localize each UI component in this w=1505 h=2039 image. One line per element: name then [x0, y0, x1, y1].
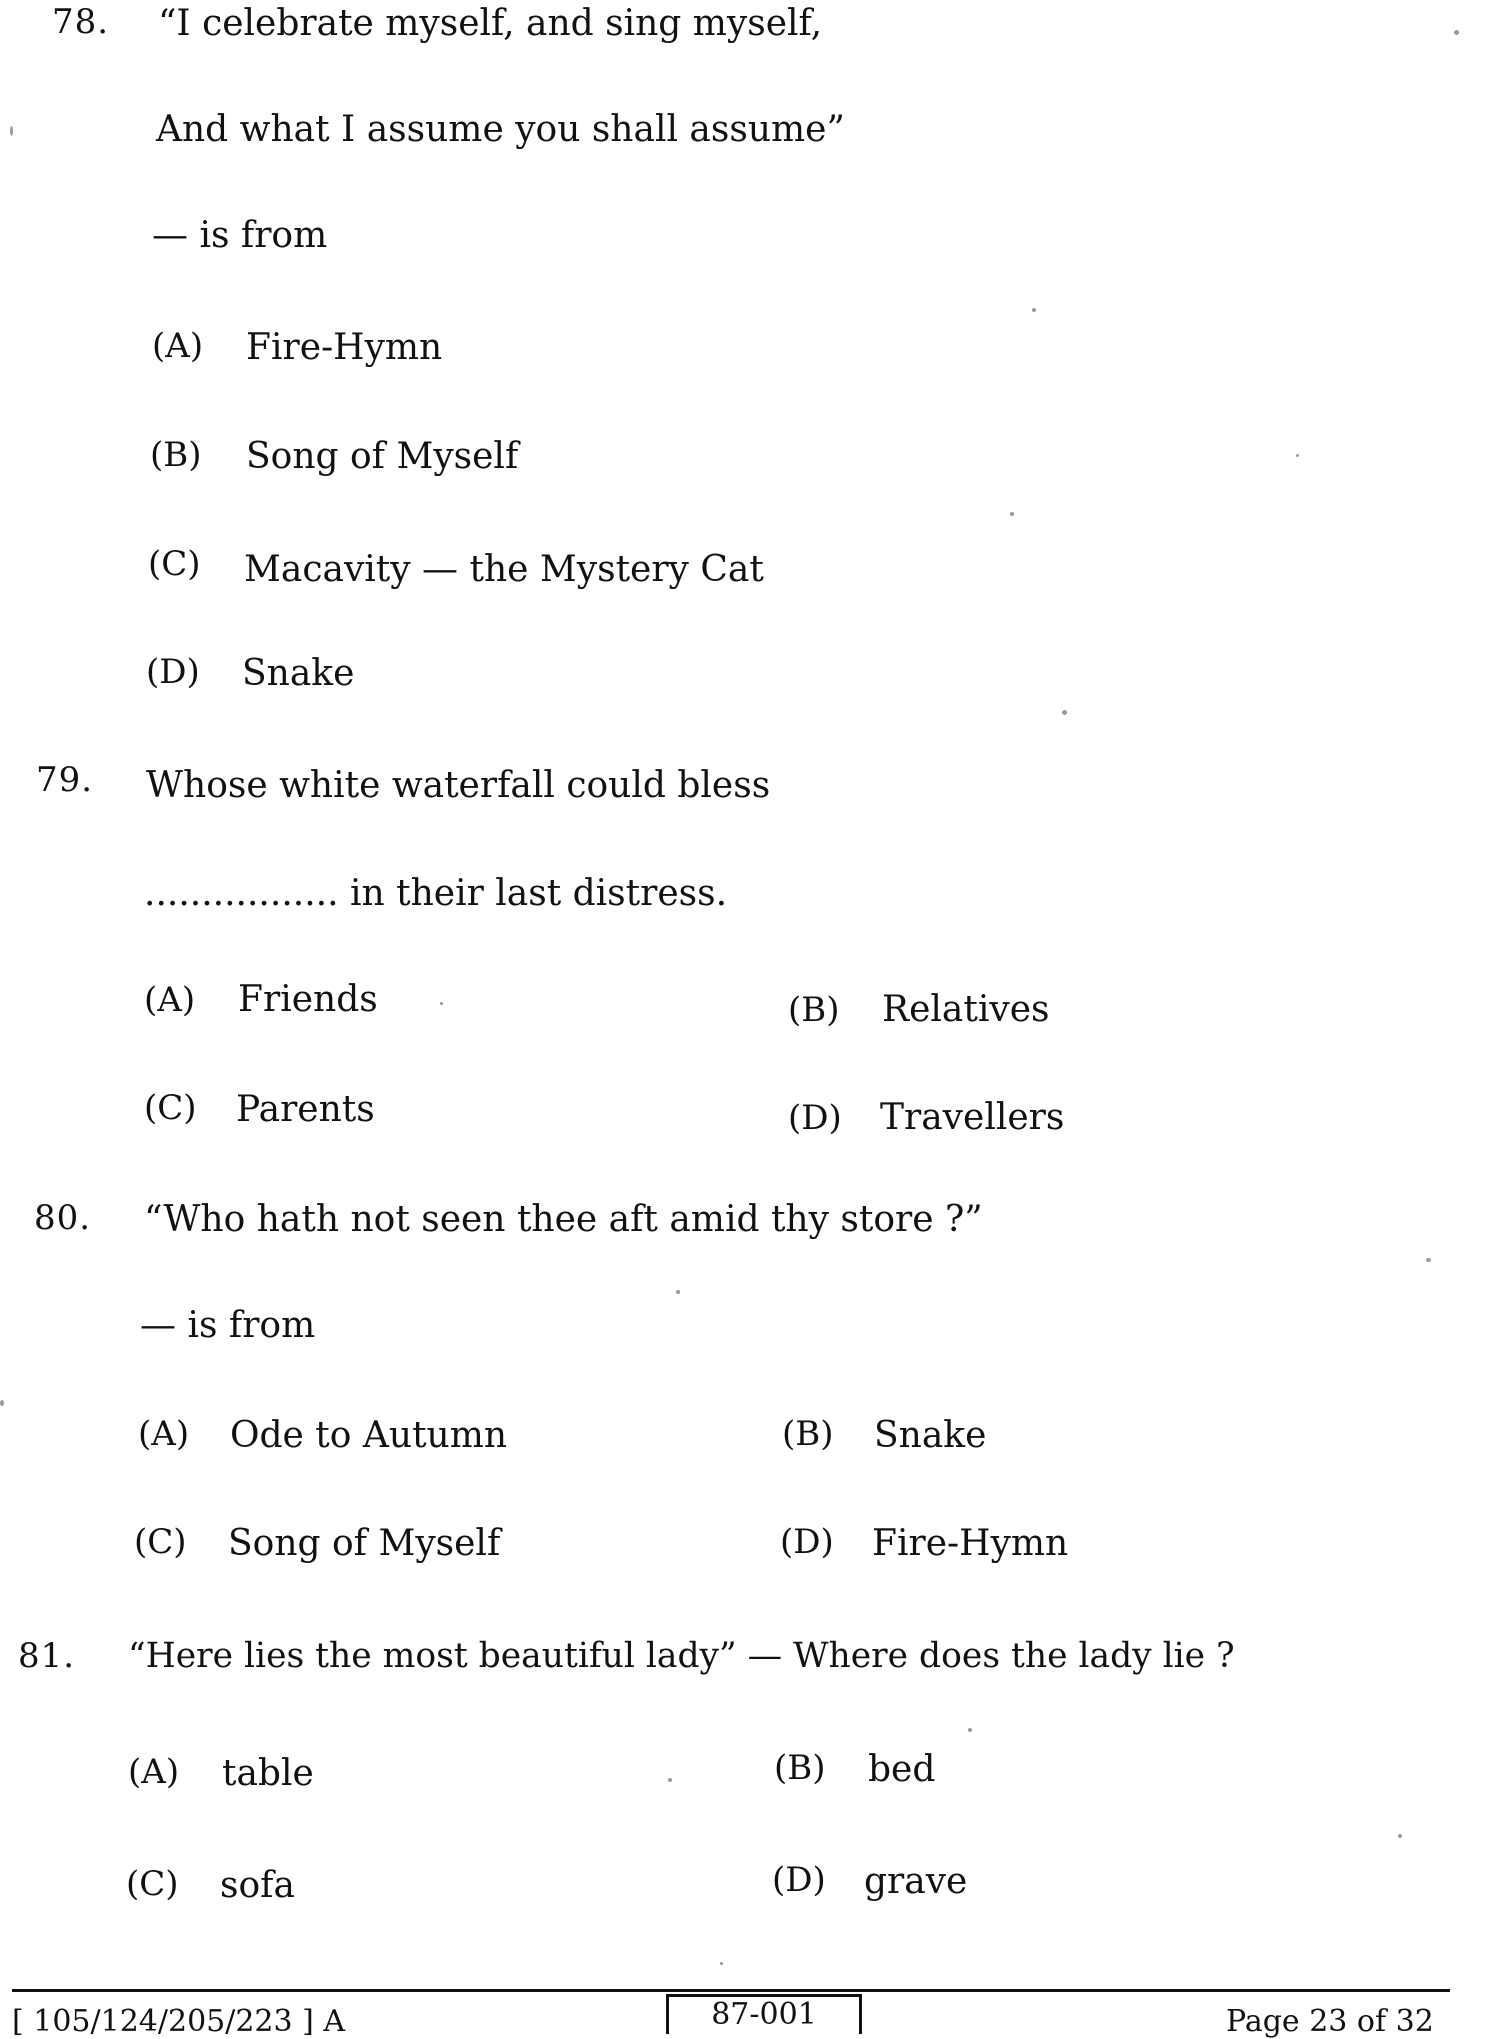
option-text: Friends	[238, 979, 378, 1020]
question-stem-line: Whose white waterfall could bless	[146, 765, 771, 806]
question-number: 79.	[36, 760, 94, 800]
option-text: grave	[864, 1861, 968, 1902]
question-stem-line: “Who hath not seen thee aft amid thy store ?”	[144, 1199, 983, 1240]
option-text: Song of Myself	[246, 436, 519, 477]
option-text: Parents	[236, 1089, 375, 1130]
option-letter: (D)	[788, 1098, 842, 1138]
question-stem-line: — is from	[140, 1305, 316, 1346]
option-letter: (B)	[788, 990, 840, 1030]
question-stem-line: “I celebrate myself, and sing myself,	[158, 3, 823, 44]
option-text: Travellers	[880, 1097, 1065, 1138]
footer-divider	[12, 1989, 1450, 1992]
paper-code: [ 105/124/205/223 ] A	[12, 2004, 346, 2039]
question-stem-line: And what I assume you shall assume”	[156, 109, 845, 150]
option-text: Snake	[242, 653, 355, 694]
option-text: Relatives	[882, 989, 1050, 1030]
option-text: sofa	[220, 1865, 295, 1906]
option-letter: (C)	[126, 1864, 179, 1904]
option-letter: (D)	[146, 652, 200, 692]
booklet-code: 87-001	[711, 1997, 817, 2032]
option-letter: (C)	[134, 1522, 187, 1562]
option-letter: (C)	[144, 1088, 197, 1128]
page-number: Page 23 of 32	[1226, 2004, 1434, 2039]
option-letter: (B)	[150, 435, 202, 475]
option-letter: (A)	[144, 980, 196, 1020]
option-letter: (B)	[774, 1748, 826, 1788]
option-text: Fire-Hymn	[246, 327, 443, 368]
option-letter: (D)	[772, 1860, 826, 1900]
option-letter: (A)	[152, 326, 204, 366]
question-stem-line: “Here lies the most beautiful lady” — Where does the lady lie ?	[128, 1636, 1235, 1676]
booklet-code-box	[666, 1994, 862, 2034]
option-text: bed	[868, 1749, 936, 1790]
option-letter: (A)	[128, 1752, 180, 1792]
option-text: table	[222, 1753, 314, 1794]
question-number: 81.	[18, 1636, 76, 1676]
option-letter: (A)	[138, 1414, 190, 1454]
option-text: Song of Myself	[228, 1523, 501, 1564]
option-letter: (C)	[148, 544, 201, 584]
question-stem-line: — is from	[152, 215, 328, 256]
option-text: Fire-Hymn	[872, 1523, 1069, 1564]
question-number: 78.	[52, 2, 110, 42]
question-number: 80.	[34, 1198, 92, 1238]
option-text: Ode to Autumn	[230, 1415, 508, 1456]
option-text: Macavity — the Mystery Cat	[244, 549, 764, 590]
option-text: Snake	[874, 1415, 987, 1456]
option-letter: (D)	[780, 1522, 834, 1562]
option-letter: (B)	[782, 1414, 834, 1454]
question-stem-line: ................. in their last distress.	[144, 873, 728, 914]
